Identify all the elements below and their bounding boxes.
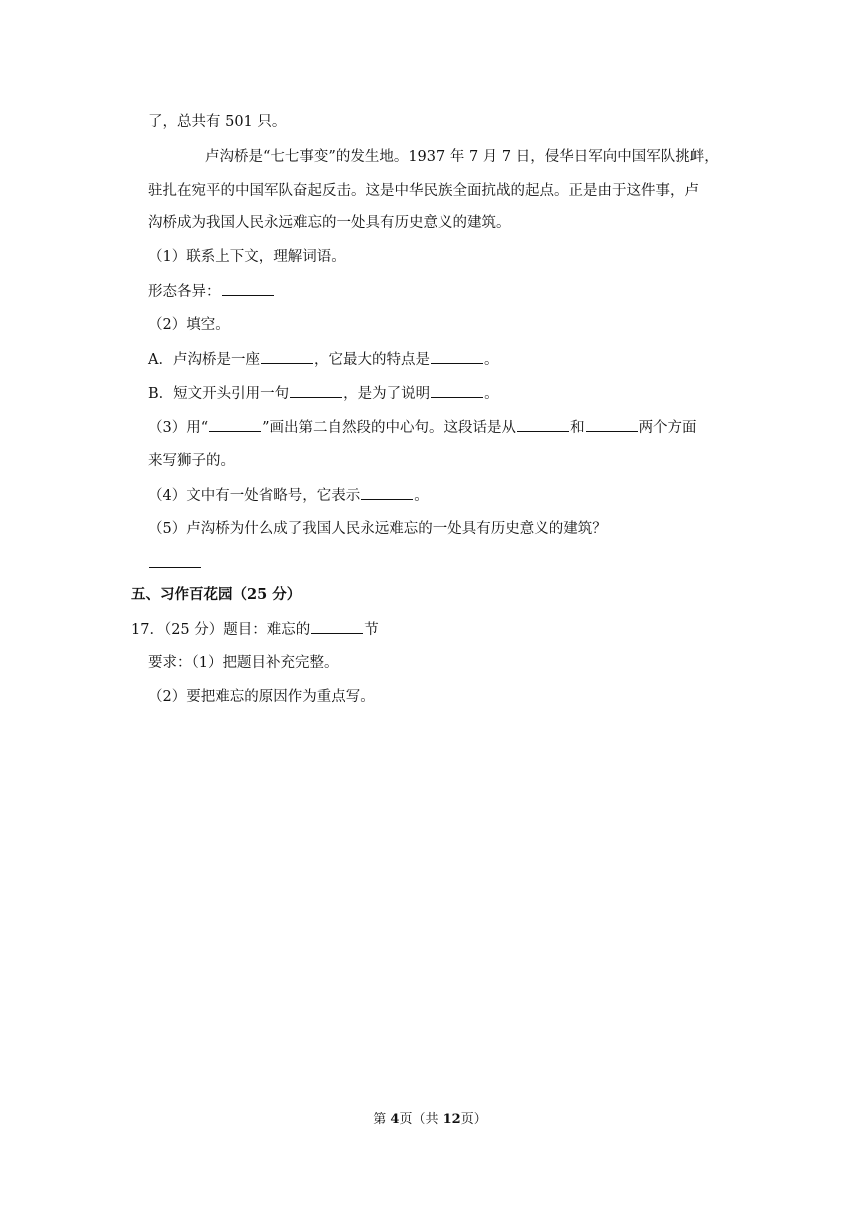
question-3-text-2: ”画出第二自然段的中心句。这段话是从 — [262, 420, 517, 436]
answer-blank-q2b-2[interactable] — [431, 383, 483, 398]
answer-blank-q2a-1[interactable] — [261, 349, 313, 364]
question-17-text-2: 节 — [364, 622, 379, 638]
question-2a-text-2: ，它最大的特点是 — [313, 352, 430, 368]
question-4-text-1: （4）文中有一处省略号，它表示 — [148, 488, 361, 504]
question-2b — [148, 383, 499, 404]
question-17 — [131, 619, 379, 640]
question-5-title: （5）卢沟桥为什么成了我国人民永远难忘的一处具有历史意义的建筑？ — [148, 521, 607, 537]
answer-blank-q3-aspect-1[interactable] — [517, 417, 569, 432]
question-4 — [148, 485, 429, 506]
question-3-text-4: 两个方面 — [638, 420, 697, 436]
answer-blank-q4[interactable] — [361, 485, 413, 500]
question-3-line-1 — [148, 417, 697, 438]
question-1-label: 形态各异： — [148, 284, 221, 300]
question-3-line-2: 来写狮子的。 — [148, 453, 235, 469]
page-number: 4 — [390, 1112, 400, 1127]
question-1-item — [148, 281, 275, 302]
page-footer — [0, 1111, 860, 1129]
passage-line-3: 驻扎在宛平的中国军队奋起反击。这是中华民族全面抗战的起点。正是由于这件事，卢 — [148, 183, 699, 199]
footer-suffix: 页） — [460, 1112, 487, 1127]
question-2b-text-1: B．短文开头引用一句 — [148, 386, 290, 402]
answer-blank-q2b-1[interactable] — [290, 383, 342, 398]
question-17-text-1: 17．（25 分）题目：难忘的 — [131, 622, 311, 638]
question-5-answer — [148, 553, 202, 574]
total-pages: 12 — [442, 1112, 461, 1127]
question-3-text-1: （3）用“ — [148, 420, 209, 436]
footer-middle: 页（共 — [399, 1112, 443, 1127]
question-3-text-3: 和 — [570, 420, 585, 436]
answer-blank-q1[interactable] — [222, 281, 274, 296]
question-2b-text-2: ，是为了说明 — [343, 386, 431, 402]
question-1-title: （1）联系上下文，理解词语。 — [148, 249, 346, 265]
answer-blank-q2a-2[interactable] — [431, 349, 483, 364]
requirement-2: （2）要把难忘的原因作为重点写。 — [148, 689, 375, 705]
question-2-title: （2）填空。 — [148, 317, 230, 333]
answer-blank-q17[interactable] — [311, 619, 363, 634]
footer-prefix: 第 — [373, 1112, 391, 1127]
question-2b-text-3: 。 — [484, 386, 499, 402]
passage-line-4: 沟桥成为我国人民永远难忘的一处具有历史意义的建筑。 — [148, 215, 511, 231]
section-5-heading: 五、习作百花园（25 分） — [131, 586, 302, 603]
answer-blank-q5[interactable] — [149, 553, 201, 568]
passage-line-1: 了，总共有 501 只。 — [148, 114, 287, 130]
question-2a-text-1: A．卢沟桥是一座 — [148, 352, 260, 368]
question-2a-text-3: 。 — [483, 352, 499, 368]
question-4-text-2: 。 — [414, 488, 429, 504]
passage-line-2: 卢沟桥是“七七事变”的发生地。1937 年 7 月 7 日，侵华日军向中国军队挑衅， — [205, 149, 719, 165]
question-2a — [148, 349, 498, 370]
requirement-1: 要求：（1）把题目补充完整。 — [148, 655, 339, 671]
answer-blank-q3-mark[interactable] — [209, 417, 261, 432]
answer-blank-q3-aspect-2[interactable] — [586, 417, 638, 432]
